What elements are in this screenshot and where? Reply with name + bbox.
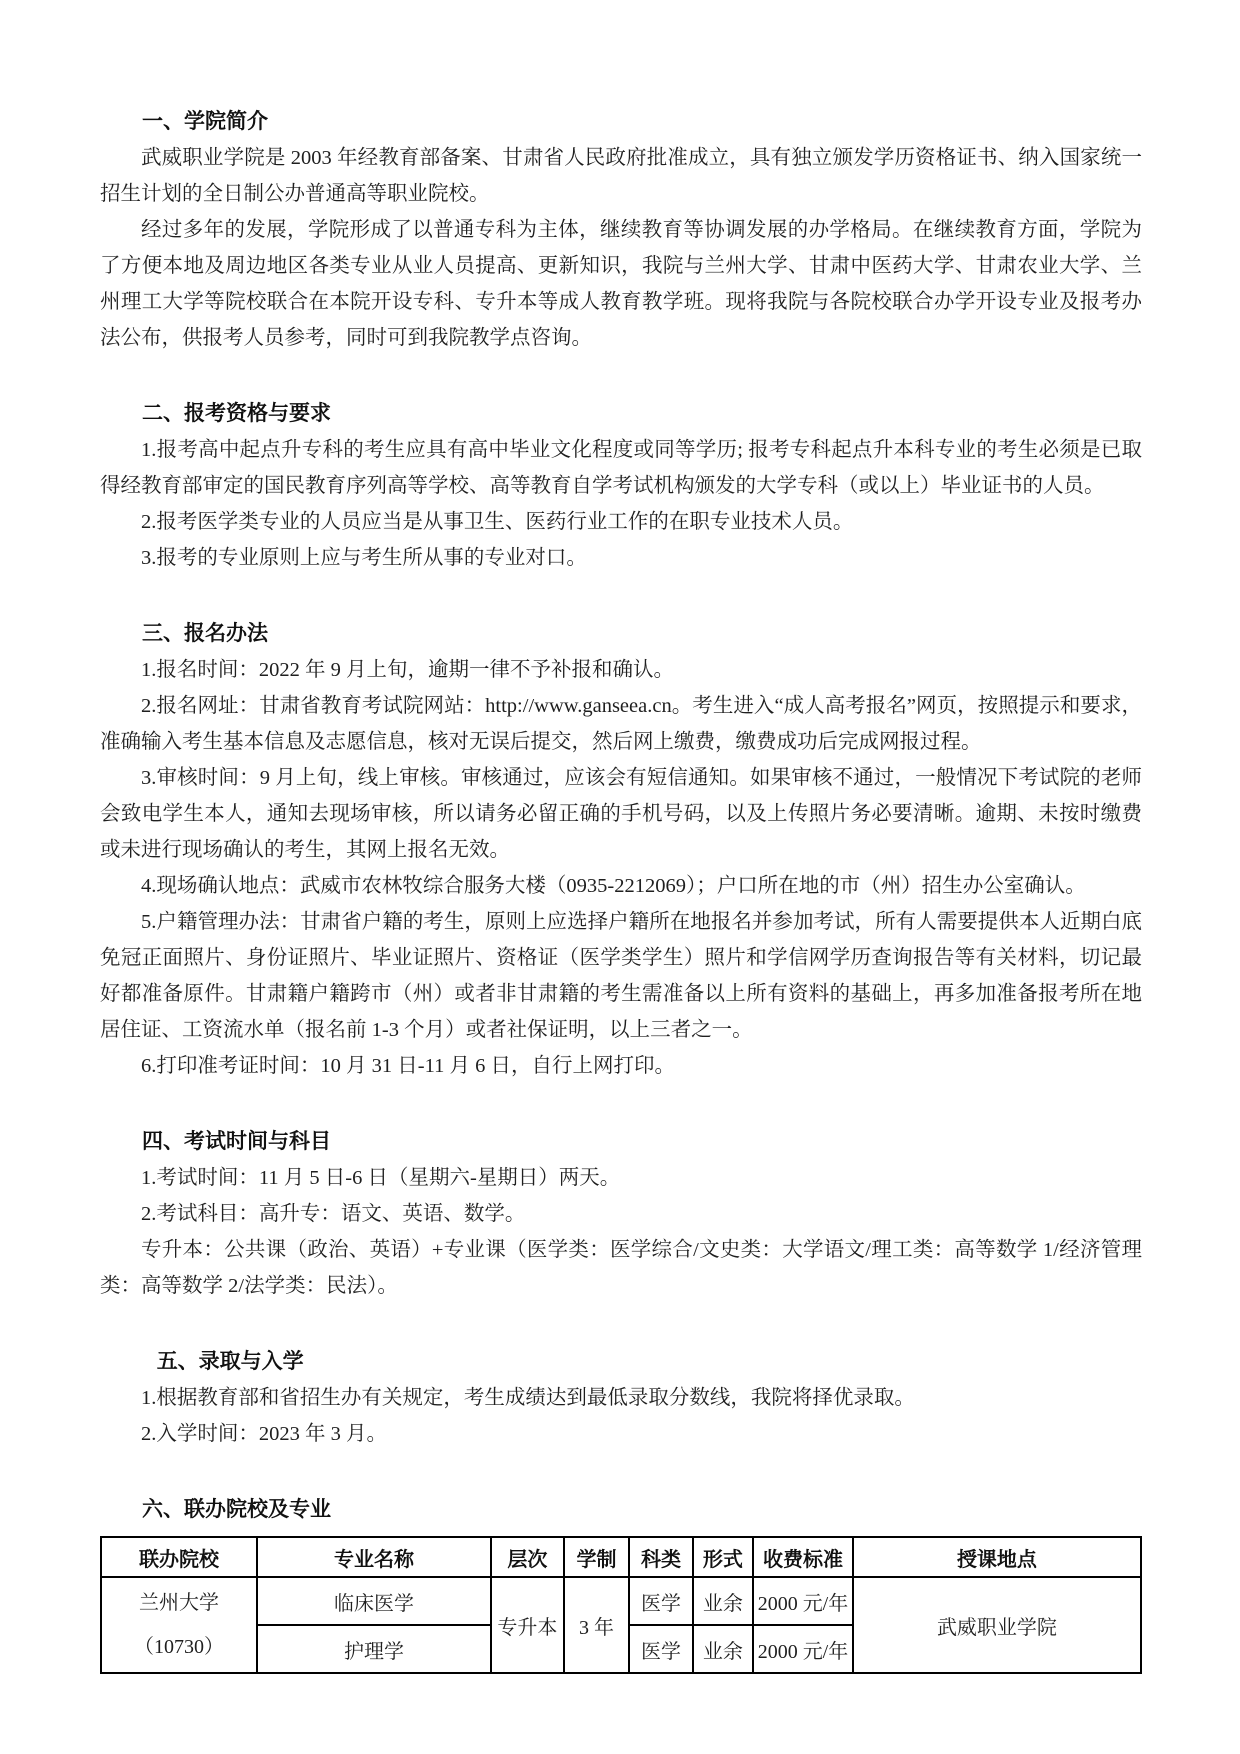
paragraph: 1.报名时间：2022 年 9 月上旬，逾期一律不予补报和确认。: [141, 659, 674, 681]
cell-major: 临床医学: [257, 1577, 491, 1625]
header-fee: 收费标准: [753, 1537, 853, 1577]
paragraph: 1.考试时间：11 月 5 日-6 日（星期六-星期日）两天。: [141, 1167, 621, 1189]
enrollment-table: [100, 1536, 1142, 1674]
cell-college: [101, 1577, 257, 1673]
cell-category: 医学: [629, 1625, 692, 1673]
cell-fee: 2000 元/年: [753, 1625, 853, 1673]
cell-fee: 2000 元/年: [753, 1577, 853, 1625]
cell-major: 护理学: [257, 1625, 491, 1673]
section-exam-schedule: [100, 1124, 1142, 1304]
section-heading: 三、报名办法: [142, 622, 268, 645]
enrollment-table-wrap: [100, 1536, 1142, 1674]
paragraph: 3.审核时间：9 月上旬，线上审核。审核通过，应该会有短信通知。如果审核不通过，一般情况下考试院的老师会致电学生本人，通知去现场审核，所以请务必留正确的手机号码，以及上传照片务必要清晰。逾期、未按时缴费或未进行现场确认的考生，其网上报名无效。: [100, 767, 1142, 861]
paragraph: 2.入学时间：2023 年 3 月。: [141, 1423, 387, 1445]
cell-duration: 3 年: [564, 1577, 630, 1673]
college-code: （10730）: [134, 1636, 224, 1658]
section-college-intro: [100, 104, 1142, 356]
paragraph: 6.打印准考证时间：10 月 31 日-11 月 6 日，自行上网打印。: [141, 1055, 675, 1077]
header-location: 授课地点: [853, 1537, 1141, 1577]
header-category: 科类: [629, 1537, 692, 1577]
paragraph: 2.考试科目：高升专：语文、英语、数学。: [141, 1203, 526, 1225]
header-college: 联办院校: [101, 1537, 257, 1577]
table-header-row: [101, 1537, 1141, 1577]
cell-form: 业余: [693, 1625, 753, 1673]
cell-level: 专升本: [491, 1577, 564, 1673]
paragraph: 3.报考的专业原则上应与考生所从事的专业对口。: [141, 547, 587, 569]
paragraph: 4.现场确认地点：武威市农林牧综合服务大楼（0935-2212069）；户口所在地的市（州）招生办公室确认。: [141, 875, 1086, 897]
section-heading: 一、学院简介: [142, 110, 268, 133]
paragraph: 经过多年的发展，学院形成了以普通专科为主体，继续教育等协调发展的办学格局。在继续教育方面，学院为了方便本地及周边地区各类专业从业人员提高、更新知识，我院与兰州大学、甘肃中医药大学、甘肃农业大学、兰州理工大学等院校联合在本院开设专科、专升本等成人教育教学班。现将我院与各院校联合办学开设专业及报考办法公布，供报考人员参考，同时可到我院教学点咨询。: [100, 219, 1142, 349]
paragraph: 武威职业学院是 2003 年经教育部备案、甘肃省人民政府批准成立，具有独立颁发学历资格证书、纳入国家统一招生计划的全日制公办普通高等职业院校。: [100, 147, 1142, 205]
paragraph: 2.报考医学类专业的人员应当是从事卫生、医药行业工作的在职专业技术人员。: [141, 511, 854, 533]
header-major: 专业名称: [257, 1537, 491, 1577]
cell-form: 业余: [693, 1577, 753, 1625]
paragraph: 1.根据教育部和省招生办有关规定，考生成绩达到最低录取分数线，我院将择优录取。: [141, 1387, 915, 1409]
paragraph: 专升本：公共课（政治、英语）+专业课（医学类：医学综合/文史类：大学语文/理工类：高等数学 1/经济管理类：高等数学 2/法学类：民法）。: [100, 1239, 1142, 1297]
section-heading: 四、考试时间与科目: [142, 1130, 331, 1153]
header-duration: 学制: [564, 1537, 630, 1577]
paragraph-with-url: 2.报名网址：甘肃省教育考试院网站：http://www.ganseea.cn。考生进入“成人高考报名”网页，按照提示和要求，准确输入考生基本信息及志愿信息，核对无误后提交，然后网上缴费，缴费成功后完成网报过程。: [100, 695, 1142, 753]
section-heading: 二、报考资格与要求: [142, 402, 331, 425]
section-partner-colleges: [100, 1492, 1142, 1674]
college-name: 兰州大学: [139, 1592, 219, 1614]
section-admission: [100, 1344, 1142, 1452]
section-registration: [100, 616, 1142, 1084]
section-heading: 六、联办院校及专业: [142, 1498, 331, 1521]
header-level: 层次: [491, 1537, 564, 1577]
cell-location: 武威职业学院: [853, 1577, 1141, 1673]
section-heading: 五、录取与入学: [156, 1350, 304, 1373]
cell-category: 医学: [629, 1577, 692, 1625]
section-eligibility: [100, 396, 1142, 576]
header-form: 形式: [693, 1537, 753, 1577]
paragraph: 5.户籍管理办法：甘肃省户籍的考生，原则上应选择户籍所在地报名并参加考试，所有人需要提供本人近期白底免冠正面照片、身份证照片、毕业证照片、资格证（医学类学生）照片和学信网学历查询报告等有关材料，切记最好都准备原件。甘肃籍户籍跨市（州）或者非甘肃籍的考生需准备以上所有资料的基础上，再多加准备报考所在地居住证、工资流水单（报名前 1-3 个月）或者社保证明，以上三者之一。: [100, 911, 1142, 1041]
table-row: [101, 1577, 1141, 1625]
paragraph: 1.报考高中起点升专科的考生应具有高中毕业文化程度或同等学历; 报考专科起点升本科专业的考生必须是已取得经教育部审定的国民教育序列高等学校、高等教育自学考试机构颁发的大学专科（或以上）毕业证书的人员。: [100, 439, 1142, 497]
